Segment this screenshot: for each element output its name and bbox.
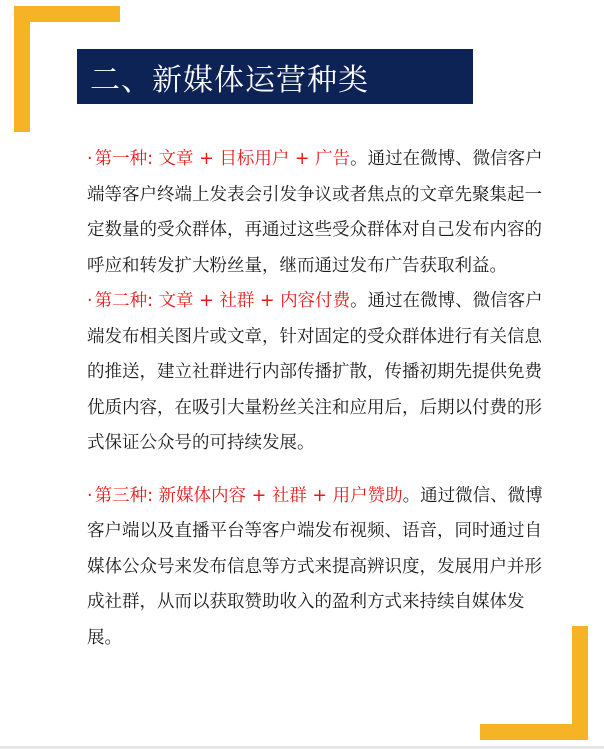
corner-bracket-bottom-right-vertical [572,626,588,740]
corner-bracket-bottom-right-horizontal [480,724,588,740]
section-1-body: 。通过在微博、微信客户端等客户终端上发表会引发争议或者焦点的文章先聚集起一定数量的受众群体，再通过这些受众群体对自己发布内容的呼应和转发扩大粉丝量，继而通过发布广告获取利益。 [87,149,543,276]
bullet-dot: · [87,485,93,506]
section-2 [87,284,547,462]
section-1 [87,142,547,284]
section-2-body: 。通过在微博、微信客户端发布相关图片或文章，针对固定的受众群体进行有关信息的推送，建立社群进行内部传播扩散，传播初期先提供免费优质内容，在吸引大量粉丝关注和应用后，后期以付费的形式保证公众号的可持续发展。 [87,291,543,453]
content-body [87,142,547,656]
corner-bracket-top-left-vertical [14,6,30,132]
section-2-heading: 第二种: 文章 + 社群 + 内容付费 [94,291,351,311]
section-3-heading: 第三种: 新媒体内容 + 社群 + 用户赞助 [94,485,403,506]
section-3-body: 。通过微信、微博客户端以及直播平台等客户端发布视频、语音，同时通过自媒体公众号来发布信息等方式来提高辨识度，发展用户并形成社群，从而以获取赞助收入的盈利方式来持续自媒体发展。 [87,485,543,648]
bullet-dot: · [87,149,93,169]
section-3 [87,479,547,657]
section-1-heading: 第一种: 文章 + 目标用户 + 广告 [94,149,351,169]
bullet-dot: · [87,291,93,311]
page-title: 二、新媒体运营种类 [90,62,369,98]
title-banner [77,49,473,104]
